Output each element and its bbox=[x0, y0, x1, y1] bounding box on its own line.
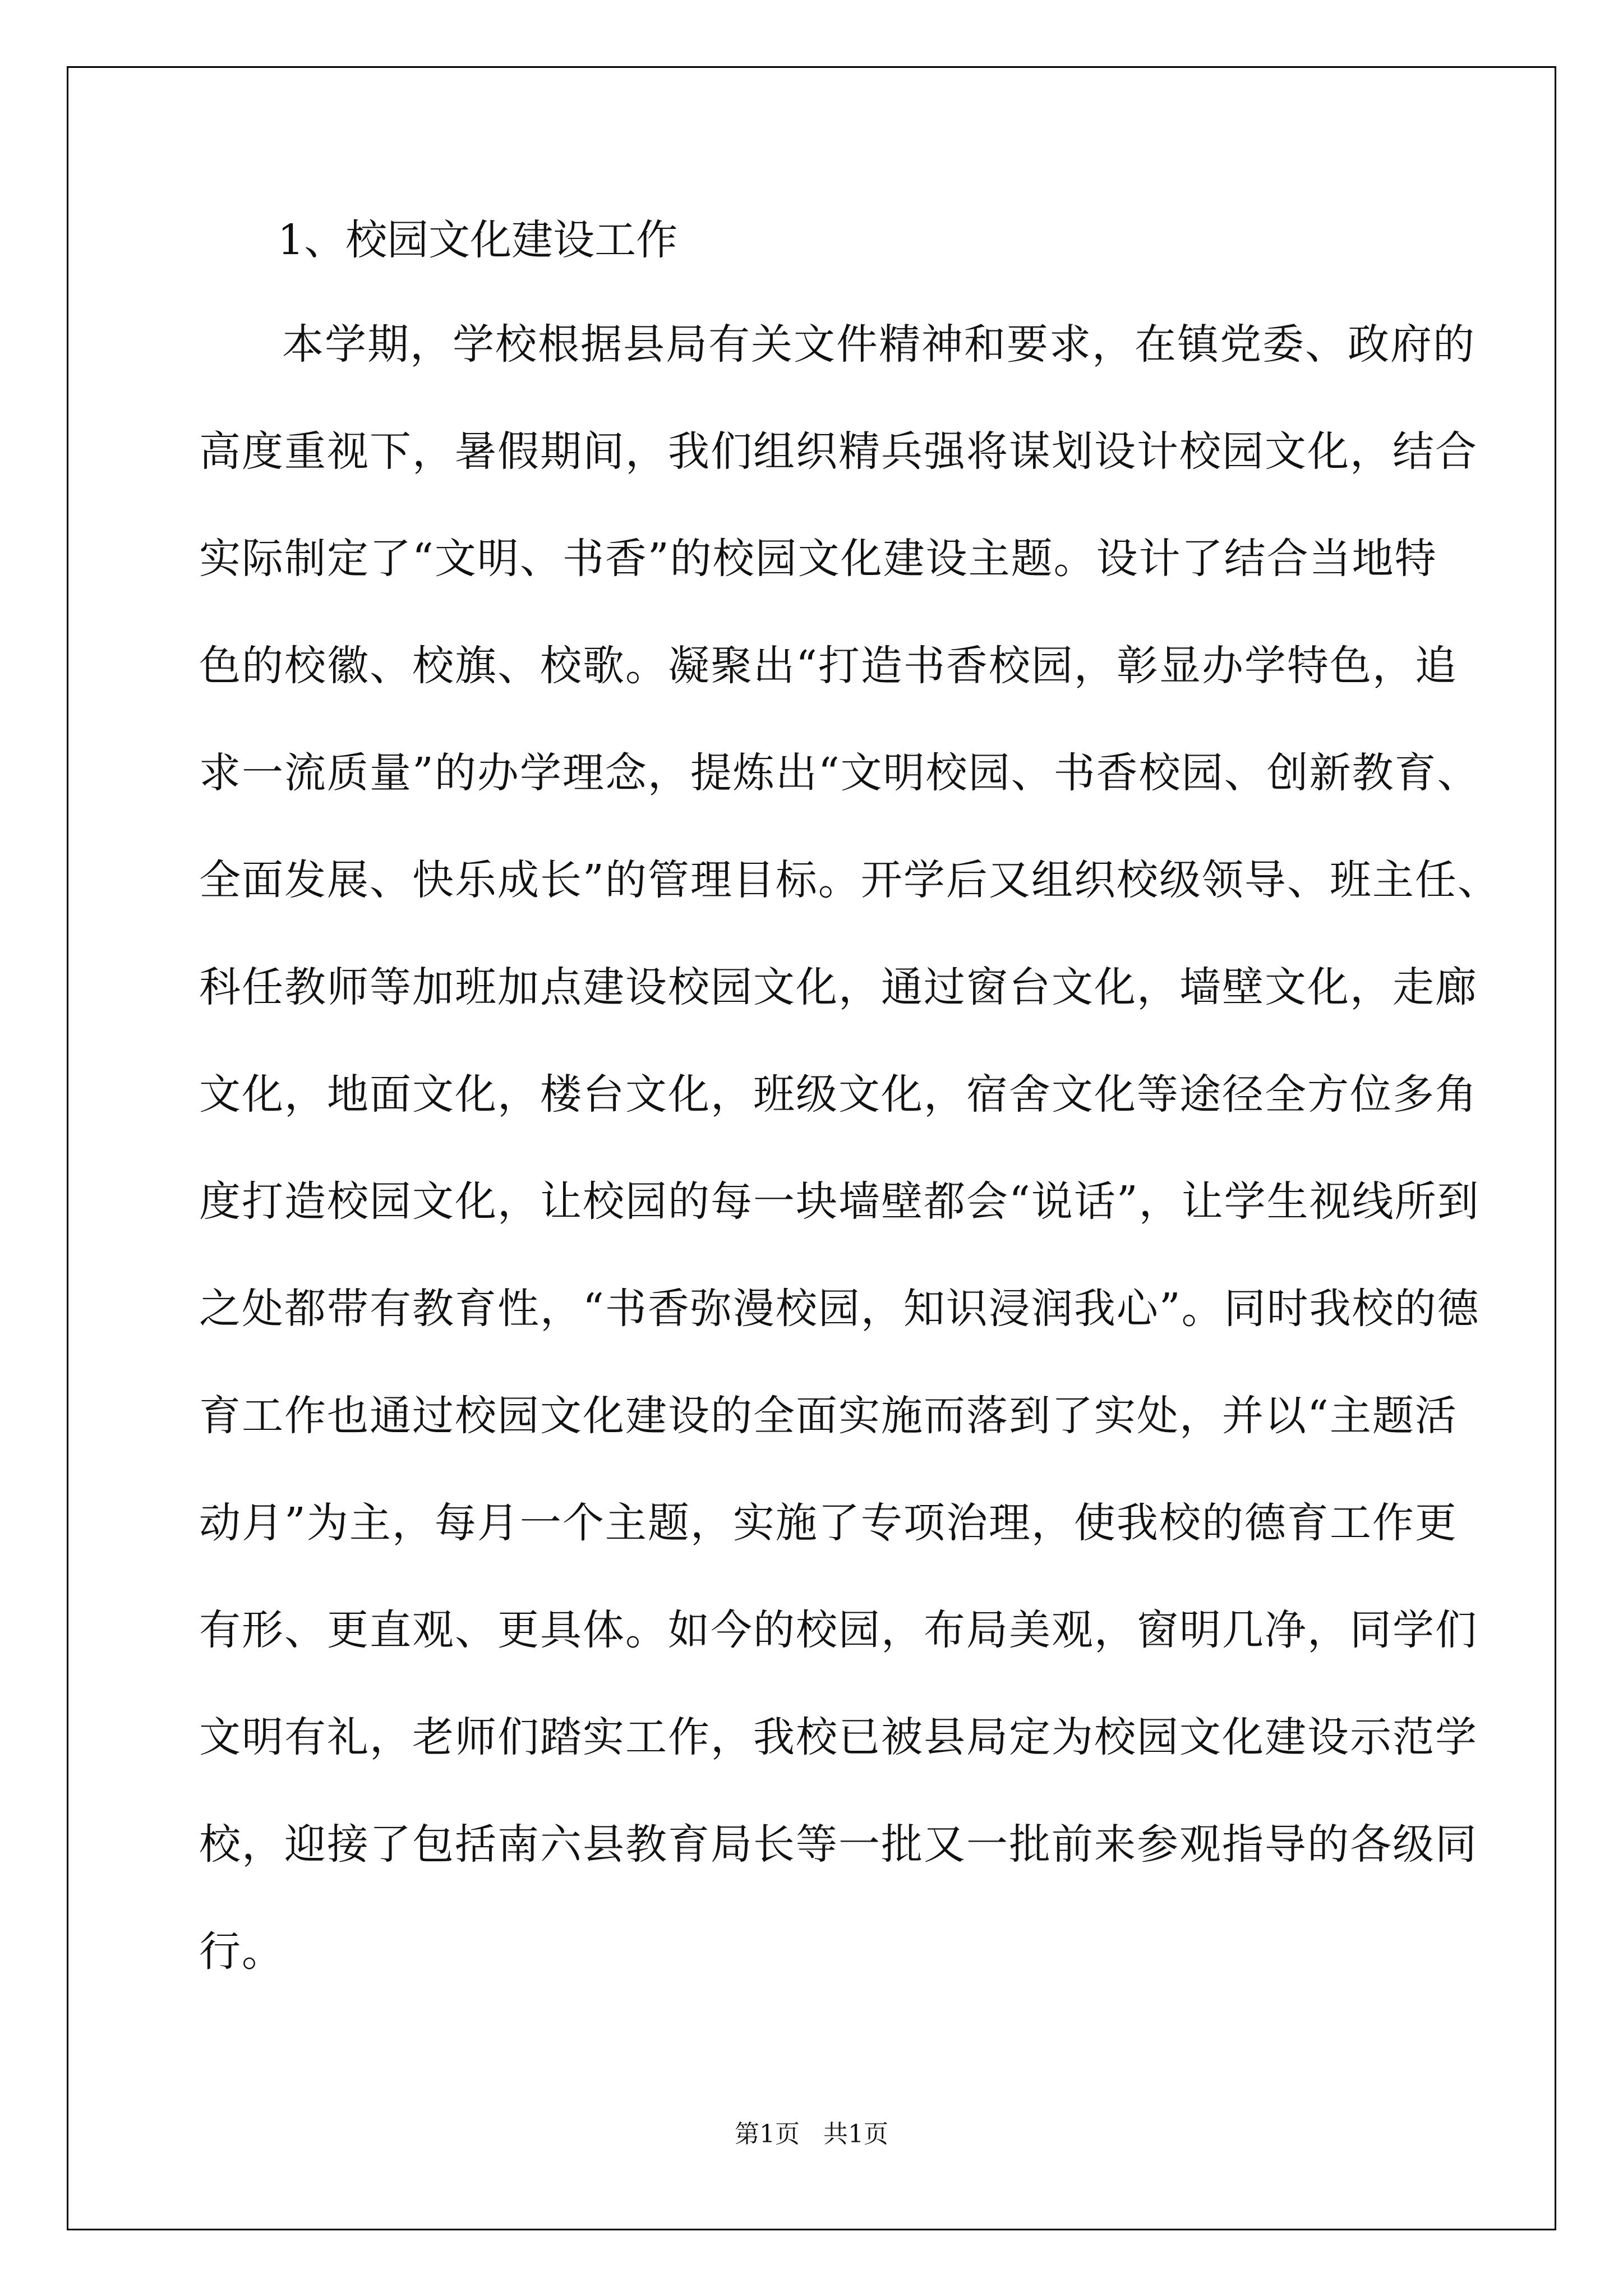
paragraph-line: 动月”为主，每月一个主题，实施了专项治理，使我校的德育工作更 bbox=[199, 1499, 1458, 1547]
paragraph-line: 有形、更直观、更具体。如今的校园，布局美观，窗明几净，同学们 bbox=[199, 1606, 1478, 1654]
page-number: 第1页 bbox=[735, 2120, 800, 2148]
paragraph-line: 之处都带有教育性，“书香弥漫校园，知识浸润我心”。同时我校的德 bbox=[199, 1285, 1480, 1333]
paragraph-line: 育工作也通过校园文化建设的全面实施而落到了实处，并以“主题活 bbox=[199, 1392, 1458, 1440]
page-total: 共1页 bbox=[823, 2120, 888, 2148]
paragraph-line: 行。 bbox=[199, 1927, 284, 1976]
paragraph-line: 校，迎接了包括南六县教育局长等一批又一批前来参观指导的各级同 bbox=[199, 1820, 1478, 1869]
paragraph-line: 本学期，学校根据县局有关文件精神和要求，在镇党委、政府的 bbox=[282, 320, 1476, 369]
document-body bbox=[199, 213, 1500, 2032]
paragraph-line: 科任教师等加班加点建设校园文化，通过窗台文化，墙壁文化，走廊 bbox=[199, 963, 1478, 1011]
paragraph-line: 文明有礼，老师们踏实工作，我校已被县局定为校园文化建设示范学 bbox=[199, 1713, 1478, 1761]
paragraph-line: 实际制定了“文明、书香”的校园文化建设主题。设计了结合当地特 bbox=[199, 535, 1437, 583]
paragraph-line: 全面发展、快乐成长”的管理目标。开学后又组织校级领导、班主任、 bbox=[199, 856, 1500, 904]
paragraph-line: 文化，地面文化，楼台文化，班级文化，宿舍文化等途径全方位多角 bbox=[199, 1070, 1478, 1119]
section-heading: 1、校园文化建设工作 bbox=[278, 216, 678, 264]
paragraph-line: 度打造校园文化，让校园的每一块墙壁都会“说话”，让学生视线所到 bbox=[199, 1177, 1480, 1226]
paragraph-line: 求一流质量”的办学理念，提炼出“文明校园、书香校园、创新教育、 bbox=[199, 749, 1480, 797]
page-footer bbox=[0, 2114, 1623, 2150]
paragraph-line: 高度重视下，暑假期间，我们组织精兵强将谋划设计校园文化，结合 bbox=[199, 427, 1478, 476]
paragraph-line: 色的校徽、校旗、校歌。凝聚出“打造书香校园，彰显办学特色，追 bbox=[199, 642, 1458, 690]
